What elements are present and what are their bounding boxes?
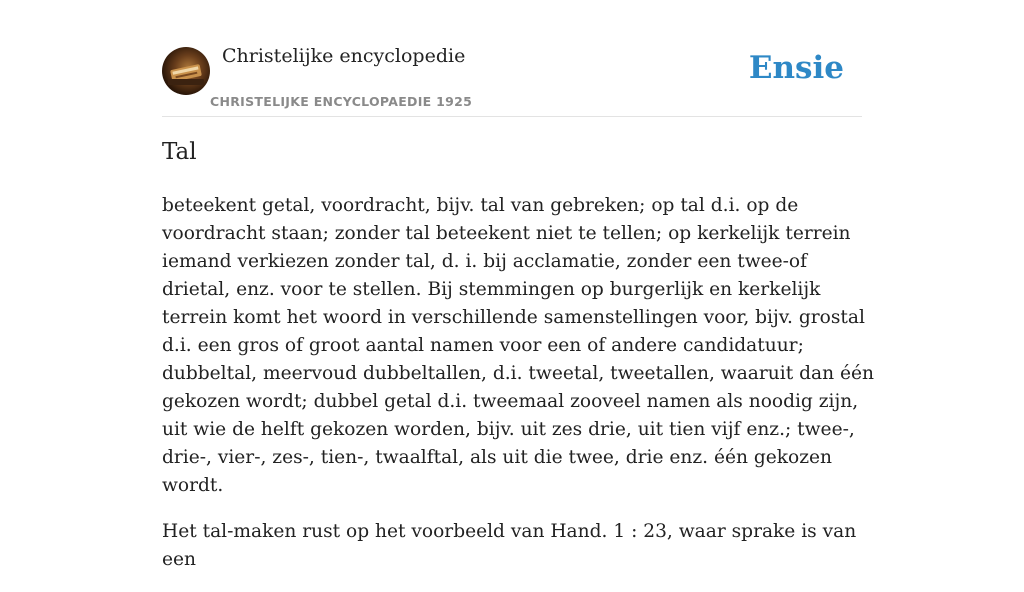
source-title[interactable]: Christelijke encyclopedie xyxy=(222,45,466,67)
article-paragraph: beteekent getal, voordracht, bijv. tal van gebreken; op tal d.i. op de voordracht staan; zonder tal beteekent niet te tellen; op kerkelijk terrein iemand verkiezen zonder tal, d. i. bij acclamatie, zonder een twee-of drietal, enz. voor te stellen. Bij stemmingen op burgerlijk en kerkelijk terrein komt het woord in verschillende samenstellingen voor, bijv. grostal d.i. een gros of groot aantal namen voor een of andere candidatuur; dubbeltal, meervoud dubbeltallen, d.i. tweetal, tweetallen, waaruit dan één gekozen wordt; dubbel getal d.i. tweemaal zooveel namen als noodig zijn, uit wie de helft gekozen worden, bijv. uit zes drie, uit tien vijf enz.; twee-, drie-, vier-, zes-, tien-, twaalftal, als uit die twee, drie enz. één gekozen wordt. xyxy=(162,195,874,496)
article-title: Tal xyxy=(162,139,197,165)
article-body xyxy=(162,192,874,592)
brand-logo[interactable]: Ensie xyxy=(748,50,844,86)
book-icon xyxy=(162,47,210,95)
source-subtitle[interactable]: CHRISTELIJKE ENCYCLOPAEDIE 1925 xyxy=(210,94,473,109)
article-paragraph: Het tal-maken rust op het voorbeeld van Hand. 1 : 23, waar sprake is van een xyxy=(162,521,857,570)
header xyxy=(162,0,862,117)
source-avatar[interactable] xyxy=(162,47,210,95)
